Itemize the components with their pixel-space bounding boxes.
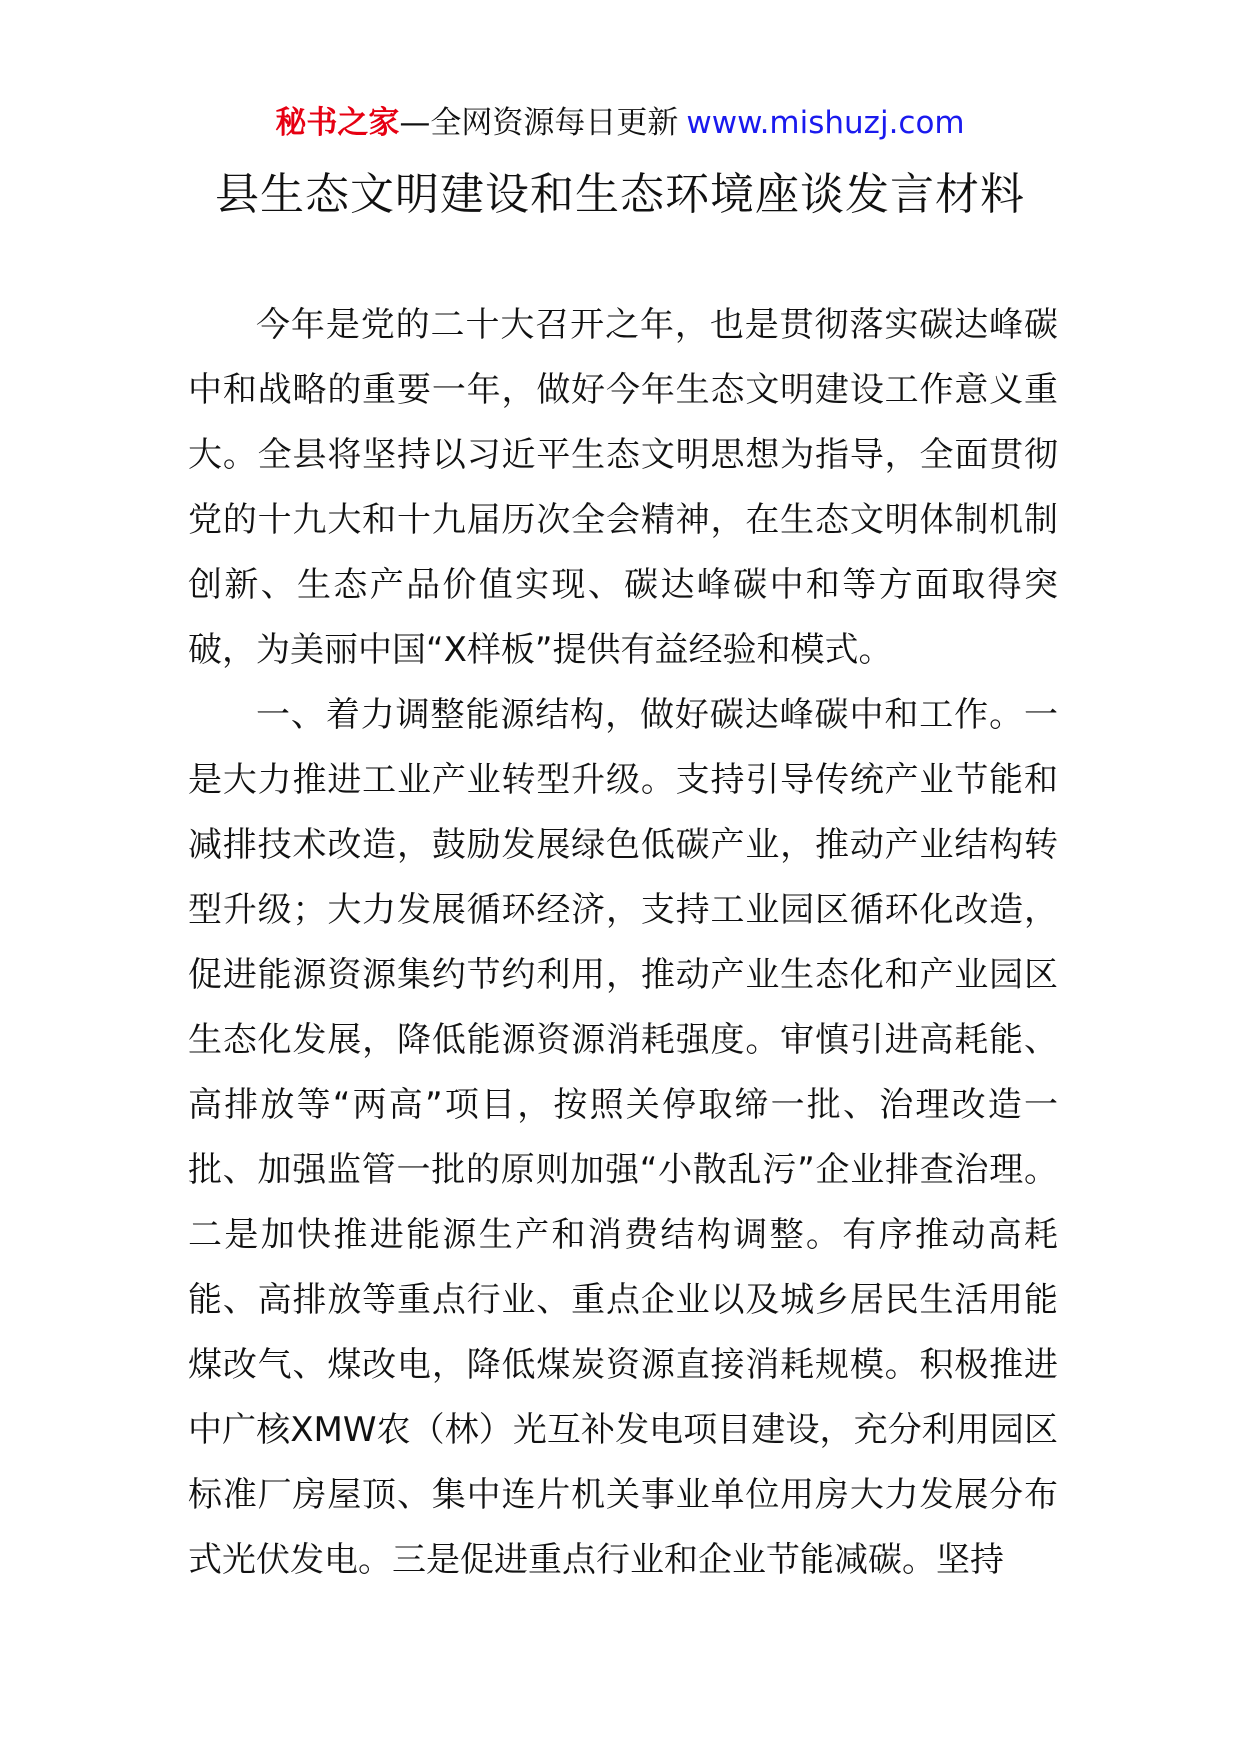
document-body	[188, 293, 1058, 1593]
section-1-text: 一是大力推进工业产业转型升级。支持引导传统产业节能和减排技术改造，鼓励发展绿色低碳产业，推动产业结构转型升级；大力发展循环经济，支持工业园区循环化改造，促进能源资源集约节约利用，推动产业生态化和产业园区生态化发展，降低能源资源消耗强度。审慎引进高耗能、高排放等“两高”项目，按照关停取缔一批、治理改造一批、加强监管一批的原则加强“小散乱污”企业排查治理。二是加快推进能源生产和消费结构调整。有序推动高耗能、高排放等重点行业、重点企业以及城乡居民生活用能煤改气、煤改电，降低煤炭资源直接消耗规模。积极推进中广核XMW农（林）光互补发电项目建设，充分利用园区标准厂房屋顶、集中连片机关事业单位用房大力发展分布式光伏发电。三是促进重点行业和企业节能减碳。坚持	[188, 695, 1058, 1580]
brand-name: 秘书之家	[275, 105, 400, 141]
site-header	[0, 100, 1240, 146]
slogan: —全网资源每日更新	[399, 105, 679, 141]
paragraph-intro: 今年是党的二十大召开之年，也是贯彻落实碳达峰碳中和战略的重要一年，做好今年生态文明建设工作意义重大。全县将坚持以习近平生态文明思想为指导，全面贯彻党的十九大和十九届历次全会精神，在生态文明体制机制创新、生态产品价值实现、碳达峰碳中和等方面取得突破，为美丽中国“X样板”提供有益经验和模式。	[188, 305, 1058, 670]
section-1-heading: 一、着力调整能源结构，做好碳达峰碳中和工作。	[256, 695, 1024, 735]
document-title: 县生态文明建设和生态环境座谈发言材料	[215, 169, 1025, 220]
site-url-link[interactable]: www.mishuzj.com	[686, 105, 965, 141]
paragraph-section-1	[188, 683, 1058, 1593]
